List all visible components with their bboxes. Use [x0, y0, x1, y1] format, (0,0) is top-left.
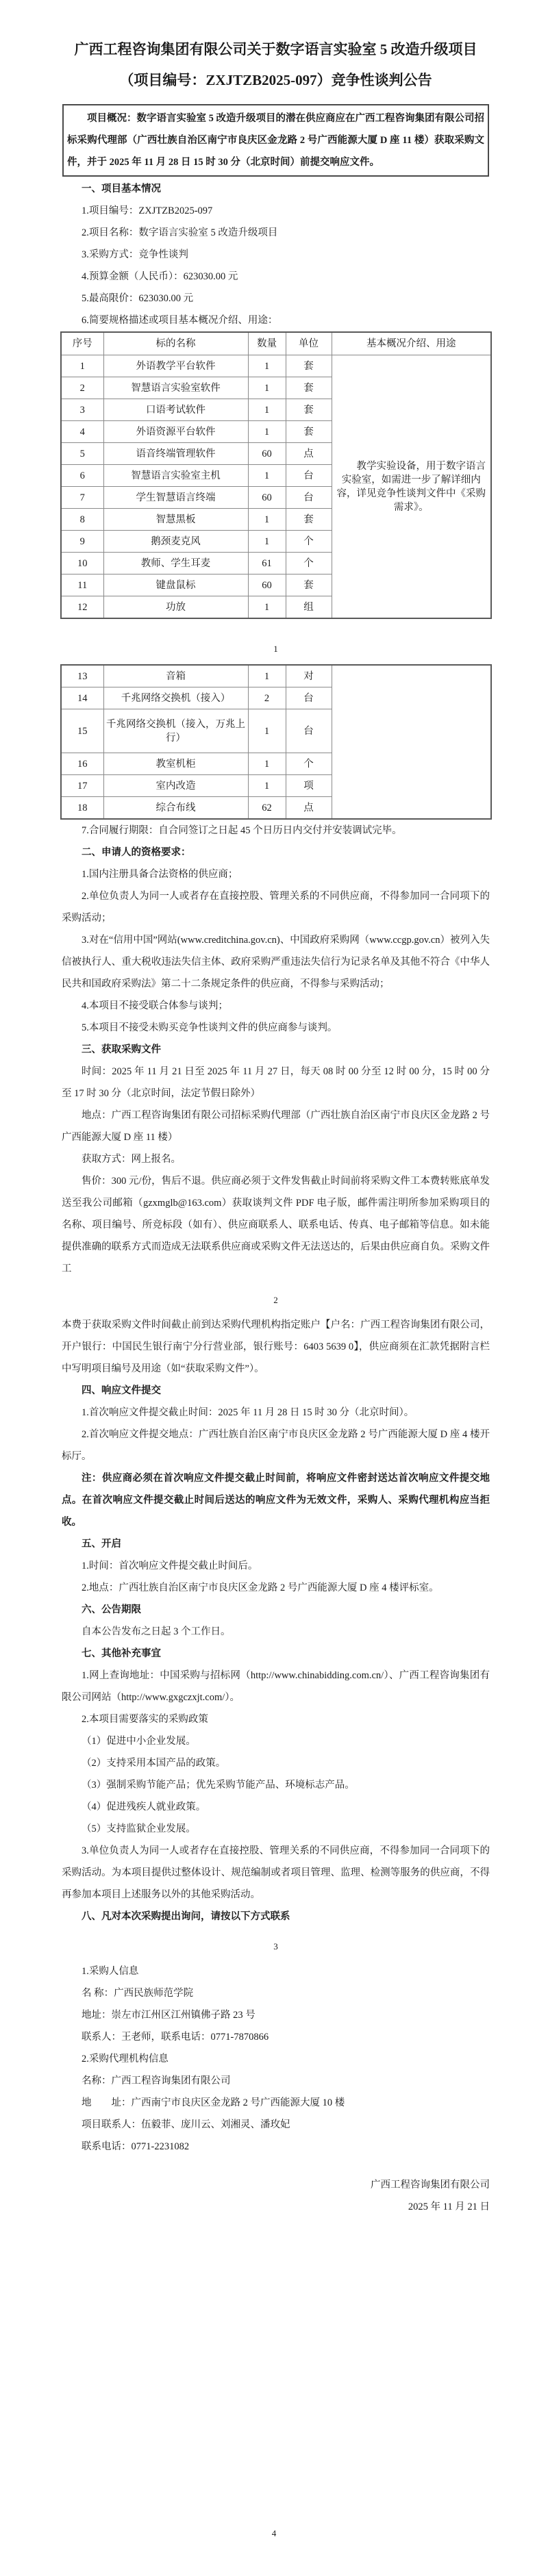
section-heading-1: 一、项目基本情况: [82, 184, 161, 194]
cell-name: 教室机柜: [103, 753, 248, 775]
online-query-address: 1.网上查询地址：中国采购与招标网（http://www.chinabidding.com.cn/）、广西工程咨询集团有限公司网站（http://www.gxgczxjt.com/）。: [62, 1670, 490, 1703]
cell-qty: 1: [248, 399, 286, 421]
cell-name: 智慧语言实验室软件: [103, 377, 248, 399]
cell-unit: 套: [286, 355, 332, 377]
cell-qty: 60: [248, 443, 286, 465]
col-header-note: 基本概况介绍、用途: [332, 332, 491, 355]
cell-qty: 1: [248, 665, 286, 687]
cell-no: 8: [61, 509, 103, 531]
cell-unit: 台: [286, 487, 332, 509]
cell-unit: 项: [286, 775, 332, 797]
response-deadline: 1.首次响应文件提交截止时间：2025 年 11 月 28 日 15 时 30 分（北京时间）。: [82, 1407, 414, 1418]
cell-no: 14: [61, 687, 103, 709]
cell-unit: 个: [286, 553, 332, 574]
cell-qty: 1: [248, 753, 286, 775]
section-heading-3: 三、获取采购文件: [82, 1044, 161, 1055]
qualification-item: 5.本项目不接受未购买竞争性谈判文件的供应商参与谈判。: [82, 1022, 338, 1033]
cell-name: 智慧语言实验室主机: [103, 465, 248, 487]
section-heading-7: 七、其他补充事宜: [82, 1648, 161, 1659]
buyer-contact: 联系人：王老师，联系电话：0771-7870866: [82, 2032, 269, 2043]
cell-no: 11: [61, 574, 103, 596]
col-header-unit: 单位: [286, 332, 332, 355]
cell-no: 13: [61, 665, 103, 687]
cell-no: 9: [61, 531, 103, 553]
qualification-item: 3.对在“信用中国”网站(www.creditchina.gov.cn)、中国政府采购网（www.ccgp.gov.cn）被列入失信被执行人、重大税收违法失信主体、政府采购严重违法失信行为记录名单及其他不符合《中华人民共和国政府采购法》第二十二条规定条件的供应商，不得参与采购活动；: [62, 935, 490, 989]
cell-name: 外语资源平台软件: [103, 421, 248, 443]
qualification-item: 1.国内注册具备合法资格的供应商；: [82, 869, 238, 880]
cell-qty: 60: [248, 487, 286, 509]
agency-name: 名称：广西工程咨询集团有限公司: [82, 2075, 231, 2086]
cell-name: 口语考试软件: [103, 399, 248, 421]
cell-name: 千兆网络交换机（接入，万兆上行）: [103, 709, 248, 753]
cell-qty: 1: [248, 775, 286, 797]
policy-item: （5）支持监狱企业发展。: [82, 1823, 196, 1834]
page-number-3: 3: [273, 1941, 278, 1952]
buyer-address: 地址：崇左市江州区江州镇佛子路 23 号: [82, 2010, 256, 2021]
document-price-part1: 售价：300 元/份，售后不退。供应商必须于文件发售截止时间前将采购文件工本费转账底单发送至我公司邮箱（gzxmglb@163.com）获取谈判文件 PDF 电子版，邮件需注明所参加采购项目的名称、项目编号、所竞标段（如有）、供应商联系人、联系电话、传真、电子邮箱等信息。如未能提供准确的联系方式而造成无法联系供应商或采购文件无法送达的，后果由供应商自负。采购文件工: [62, 1176, 490, 1274]
page-title: 广西工程咨询集团有限公司关于数字语言实验室 5 改造升级项目: [74, 41, 477, 58]
cell-qty: 1: [248, 355, 286, 377]
cell-unit: 套: [286, 509, 332, 531]
cell-name: 语音终端管理软件: [103, 443, 248, 465]
cell-name: 千兆网络交换机（接入）: [103, 687, 248, 709]
project-overview-text: 项目概况：数字语言实验室 5 改造升级项目的潜在供应商应在广西工程咨询集团有限公司招标采购代理部（广西壮族自治区南宁市良庆区金龙路 2 号广西能源大厦 D 座 11 楼）获取采购文件，并于 2025 年 11 月 28 日 15 时 30 分（北京时间）前提交响应文件。: [67, 113, 484, 168]
cell-name: 智慧黑板: [103, 509, 248, 531]
policy-item: （4）促进残疾人就业政策。: [82, 1802, 206, 1813]
cell-unit: 套: [286, 399, 332, 421]
col-header-qty: 数量: [248, 332, 286, 355]
page-number-4: 4: [271, 2528, 277, 2538]
section-heading-5: 五、开启: [82, 1539, 121, 1550]
agency-info-heading: 2.采购代理机构信息: [82, 2054, 169, 2064]
cell-name: 音箱: [103, 665, 248, 687]
cell-unit: 套: [286, 574, 332, 596]
cell-unit: 台: [286, 465, 332, 487]
table-header-row: [61, 332, 491, 355]
cell-no: 10: [61, 553, 103, 574]
signature-block: [62, 2174, 490, 2218]
cell-no: 15: [61, 709, 103, 753]
document-method: 获取方式：网上报名。: [82, 1154, 181, 1165]
cell-name: 外语教学平台软件: [103, 355, 248, 377]
goods-table-part2: [60, 664, 492, 820]
supplement-item3: 3.单位负责人为同一人或者存在直接控股、管理关系的不同供应商，不得参加同一合同项下的采购活动。为本项目提供过整体设计、规范编制或者项目管理、监理、检测等服务的供应商，不得再参加本项目上述服务以外的其他采购活动。: [62, 1845, 490, 1900]
cell-qty: 61: [248, 553, 286, 574]
response-note: 注：供应商必须在首次响应文件提交截止时间前，将响应文件密封送达首次响应文件提交地点。在首次响应文件提交截止时间后送达的响应文件为无效文件，采购人、采购代理机构应当拒收。: [62, 1473, 490, 1528]
document-place: 地点：广西工程咨询集团有限公司招标采购代理部（广西壮族自治区南宁市良庆区金龙路 2 号广西能源大厦 D 座 11 楼）: [62, 1110, 490, 1143]
cell-no: 18: [61, 797, 103, 820]
cell-no: 1: [61, 355, 103, 377]
cell-qty: 1: [248, 596, 286, 619]
section-heading-2: 二、申请人的资格要求：: [82, 847, 191, 858]
buyer-name: 名 称：广西民族师范学院: [82, 1988, 194, 1999]
col-header-no: 序号: [61, 332, 103, 355]
page-number-2: 2: [273, 1295, 278, 1305]
project-number: 1.项目编号：ZXJTZB2025-097: [82, 205, 213, 216]
qualification-item: 4.本项目不接受联合体参与谈判；: [82, 1000, 228, 1011]
cell-qty: 1: [248, 377, 286, 399]
spec-intro-label: 6.简要规格描述或项目基本概况介绍、用途：: [82, 315, 278, 326]
cell-unit: 套: [286, 421, 332, 443]
cell-name: 教师、学生耳麦: [103, 553, 248, 574]
agency-address: 地 址：广西南宁市良庆区金龙路 2 号广西能源大厦 10 楼: [82, 2097, 345, 2108]
cell-no: 5: [61, 443, 103, 465]
policy-item: （3）强制采购节能产品；优先采购节能产品、环境标志产品。: [82, 1780, 355, 1791]
cell-no: 2: [61, 377, 103, 399]
document-price-part2: 本费于获取采购文件时间截止前到达采购代理机构指定账户【户名：广西工程咨询集团有限公司，开户银行：中国民生银行南宁分行营业部，银行账号：6403 5639 0】，供应商须在汇款凭据附言栏中写明项目编号及用途（如“获取采购文件”）。: [62, 1319, 490, 1374]
cell-name: 鹅颈麦克风: [103, 531, 248, 553]
cell-name: 综合布线: [103, 797, 248, 820]
buyer-info-heading: 1.采购人信息: [82, 1966, 139, 1977]
cell-unit: 组: [286, 596, 332, 619]
cell-name: 功放: [103, 596, 248, 619]
page-number-1: 1: [273, 644, 278, 654]
cell-no: 3: [61, 399, 103, 421]
cell-usage-note-empty: [332, 665, 491, 819]
agency-contacts: 项目联系人：伍毅菲、庞川云、刘湘灵、潘玫妃: [82, 2119, 290, 2130]
project-overview-box: [62, 104, 489, 177]
cell-unit: 点: [286, 797, 332, 820]
cell-no: 7: [61, 487, 103, 509]
cell-usage-note: 教学实验设备，用于数字语言实验室，如需进一步了解详细内容，详见竞争性谈判文件中《采购需求》。: [332, 355, 491, 619]
procurement-method: 3.采购方式：竞争性谈判: [82, 249, 188, 260]
cell-unit: 点: [286, 443, 332, 465]
section-heading-4: 四、响应文件提交: [82, 1385, 161, 1396]
cell-no: 4: [61, 421, 103, 443]
cell-qty: 60: [248, 574, 286, 596]
response-place: 2.首次响应文件提交地点：广西壮族自治区南宁市良庆区金龙路 2 号广西能源大厦 D 座 4 楼开标厅。: [62, 1429, 490, 1462]
goods-table-part1: [60, 331, 492, 619]
cell-qty: 1: [248, 465, 286, 487]
cell-name: 键盘鼠标: [103, 574, 248, 596]
cell-no: 6: [61, 465, 103, 487]
page-title-line2: （项目编号：ZXJTZB2025-097）竞争性谈判公告: [119, 72, 432, 88]
qualification-item: 2.单位负责人为同一人或者存在直接控股、管理关系的不同供应商，不得参加同一合同项下的采购活动；: [62, 891, 490, 924]
cell-no: 17: [61, 775, 103, 797]
opening-time: 1.时间：首次响应文件提交截止时间后。: [82, 1561, 258, 1571]
policy-heading: 2.本项目需要落实的采购政策: [82, 1714, 208, 1725]
top-margin: [62, 0, 490, 34]
cell-qty: 62: [248, 797, 286, 820]
agency-phone: 联系电话：0771-2231082: [82, 2141, 190, 2152]
max-price: 5.最高限价：623030.00 元: [82, 293, 194, 304]
cell-qty: 1: [248, 531, 286, 553]
cell-name: 学生智慧语言终端: [103, 487, 248, 509]
cell-unit: 个: [286, 531, 332, 553]
signature-company: 广西工程咨询集团有限公司: [371, 2180, 490, 2190]
cell-unit: 个: [286, 753, 332, 775]
section-heading-8: 八、凡对本次采购提出询问，请按以下方式联系: [82, 1911, 290, 1922]
project-name: 2.项目名称：数字语言实验室 5 改造升级项目: [82, 227, 278, 238]
cell-no: 16: [61, 753, 103, 775]
announcement-period: 自本公告发布之日起 3 个工作日。: [82, 1626, 231, 1637]
cell-qty: 1: [248, 709, 286, 753]
cell-unit: 台: [286, 687, 332, 709]
table-row: [61, 665, 491, 687]
document-time: 时间：2025 年 11 月 21 日至 2025 年 11 月 27 日，每天 08 时 00 分至 12 时 00 分，15 时 00 分至 17 时 30 分（北京时间，法定节假日除外）: [62, 1066, 490, 1099]
cell-qty: 2: [248, 687, 286, 709]
cell-qty: 1: [248, 421, 286, 443]
cell-unit: 台: [286, 709, 332, 753]
cell-no: 12: [61, 596, 103, 619]
cell-name: 室内改造: [103, 775, 248, 797]
cell-unit: 对: [286, 665, 332, 687]
signature-date: 2025 年 11 月 21 日: [408, 2201, 490, 2212]
opening-place: 2.地点：广西壮族自治区南宁市良庆区金龙路 2 号广西能源大厦 D 座 4 楼评标室。: [82, 1582, 439, 1593]
cell-unit: 套: [286, 377, 332, 399]
col-header-name: 标的名称: [103, 332, 248, 355]
contract-term: 7.合同履行期限：自合同签订之日起 45 个日历日内交付并安装调试完毕。: [82, 825, 402, 836]
cell-qty: 1: [248, 509, 286, 531]
budget-amount: 4.预算金额（人民币）：623030.00 元: [82, 271, 238, 282]
table-row: [61, 355, 491, 377]
policy-item: （1）促进中小企业发展。: [82, 1736, 196, 1747]
section-heading-6: 六、公告期限: [82, 1604, 141, 1615]
policy-item: （2）支持采用本国产品的政策。: [82, 1758, 226, 1769]
